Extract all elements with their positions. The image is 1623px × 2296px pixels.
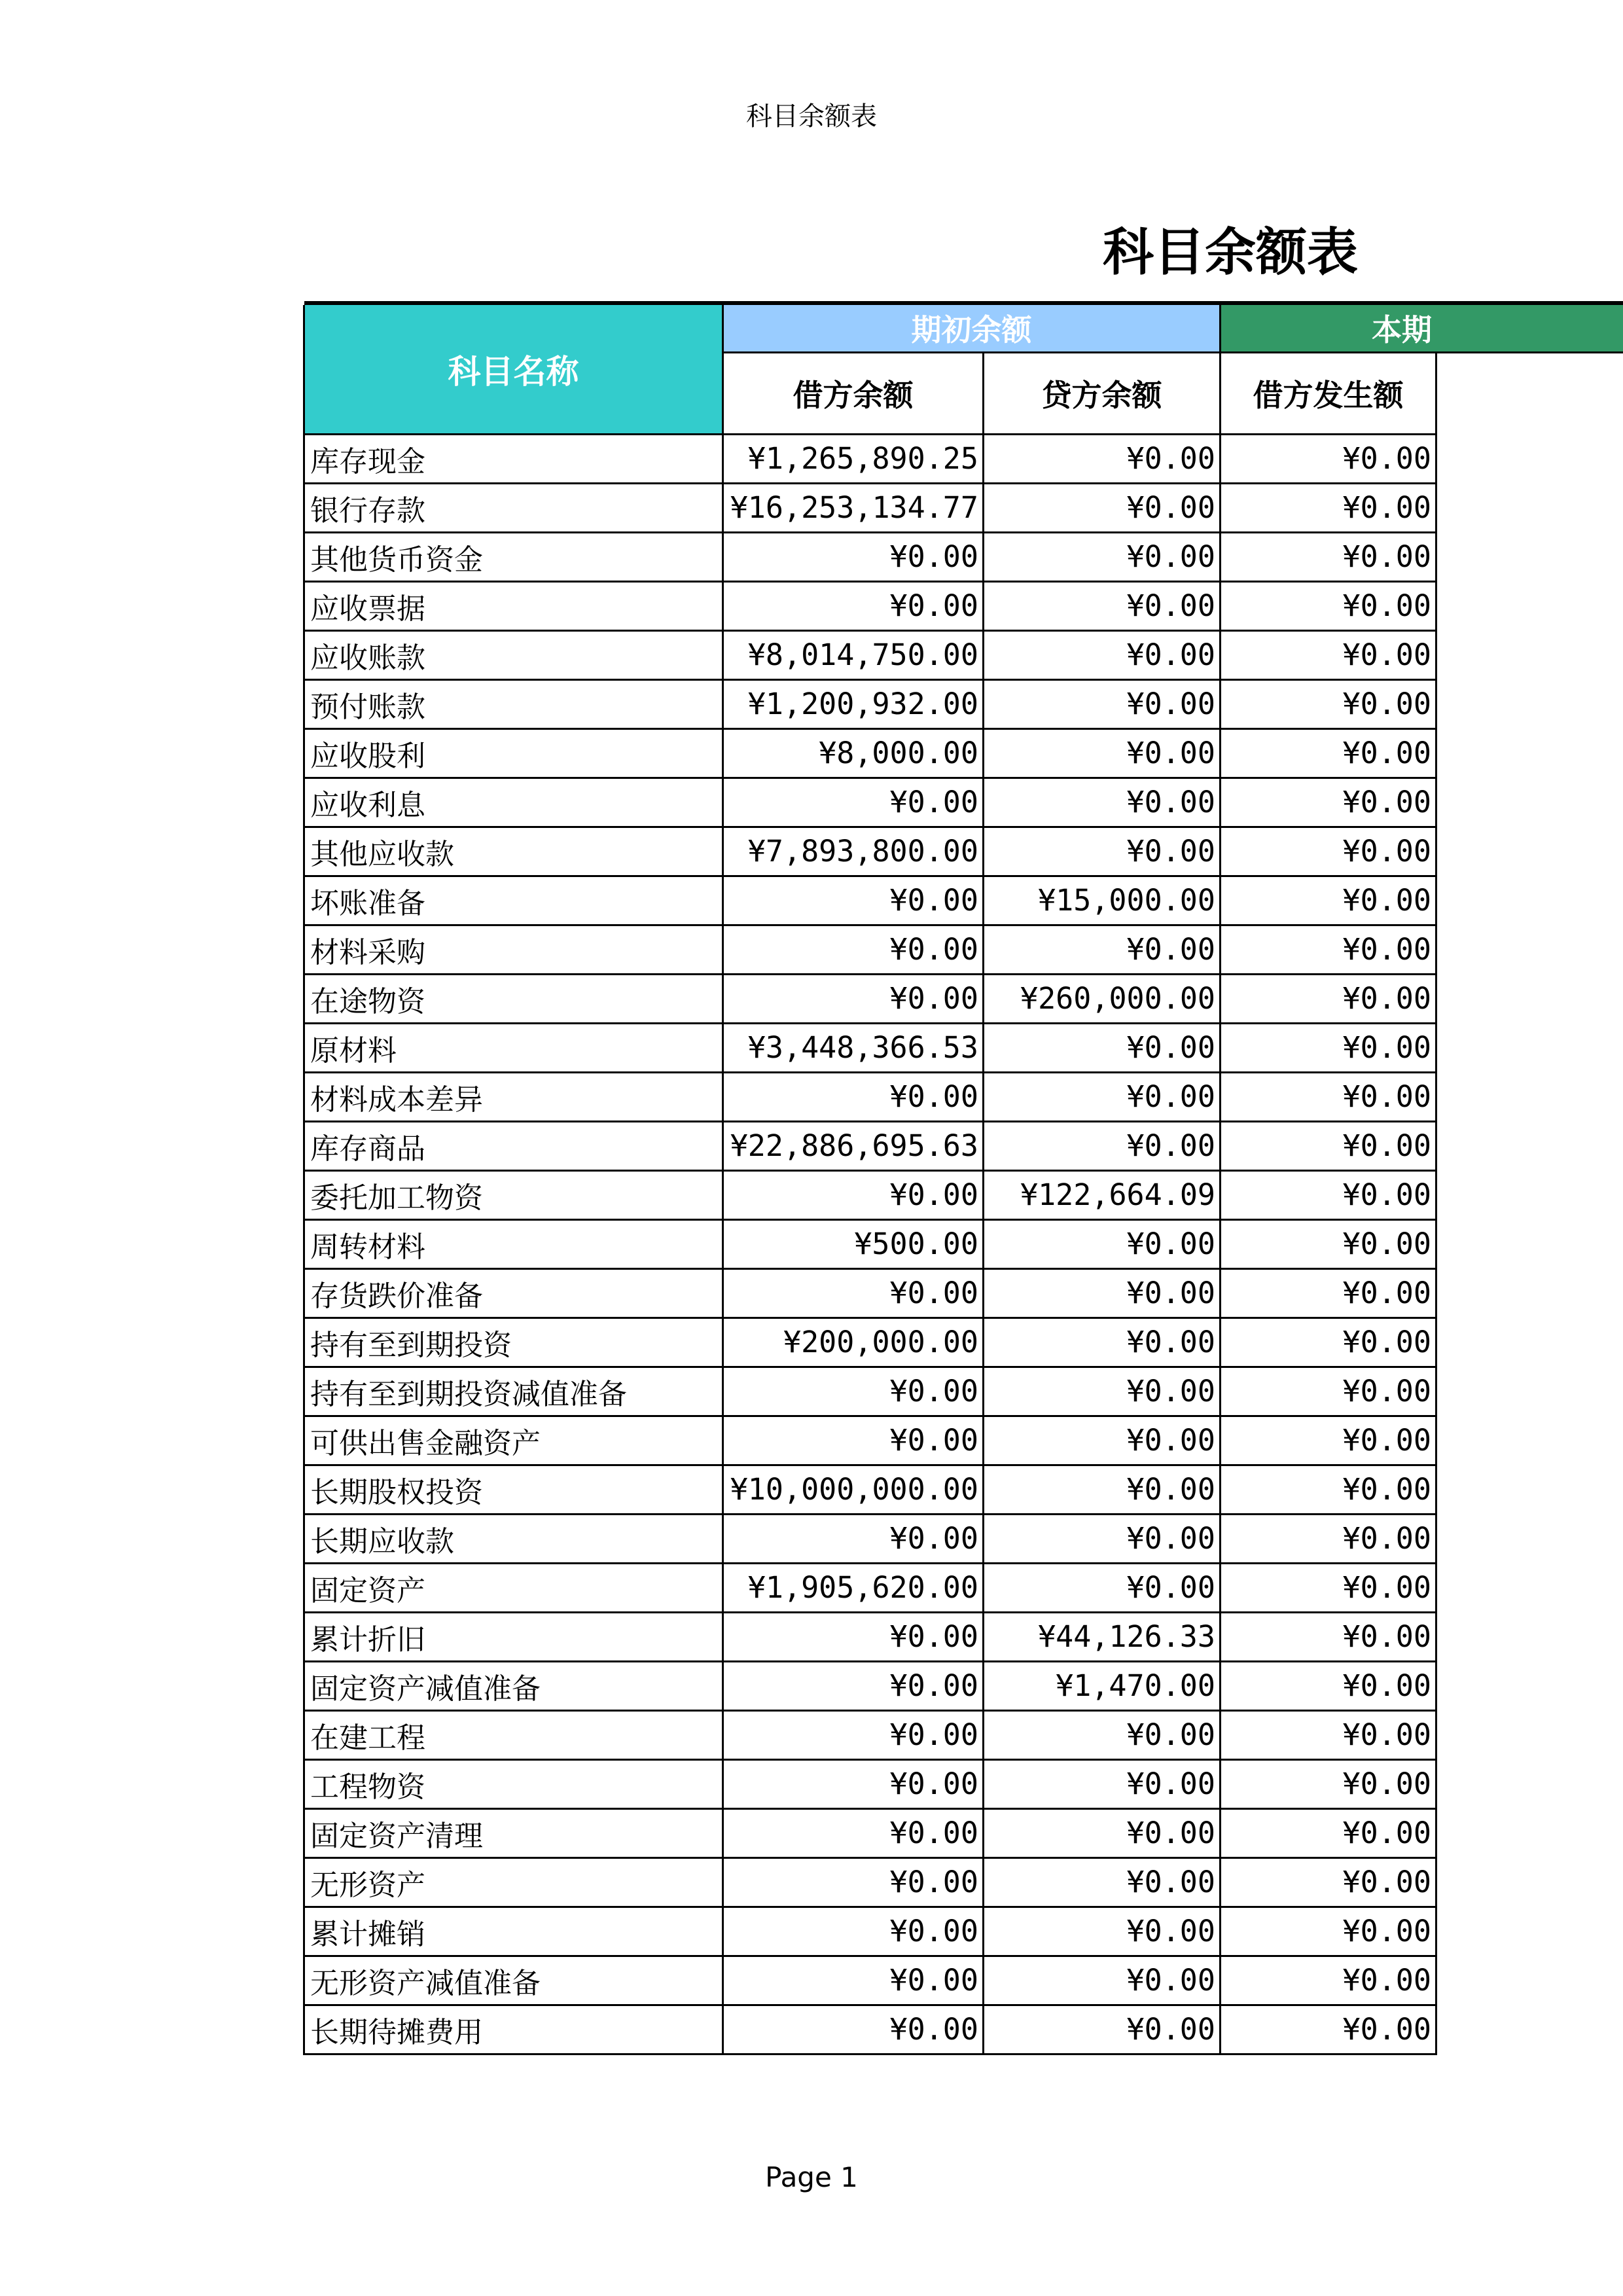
ledger-body — [304, 434, 1623, 2054]
opening-debit-cell[interactable]: ¥0.00 — [723, 1268, 984, 1318]
opening-credit-cell[interactable]: ¥0.00 — [984, 1956, 1221, 2005]
table-row — [304, 1563, 1623, 1612]
opening-debit-cell[interactable]: ¥7,893,800.00 — [723, 827, 984, 876]
opening-debit-cell[interactable]: ¥0.00 — [723, 1710, 984, 1759]
opening-debit-cell[interactable]: ¥0.00 — [723, 974, 984, 1023]
current-debit-cell[interactable]: ¥0.00 — [1221, 532, 1436, 581]
current-debit-cell[interactable]: ¥0.00 — [1221, 630, 1436, 679]
table-row — [304, 728, 1623, 778]
offpage-cell-spacer — [1436, 532, 1623, 581]
opening-debit-cell[interactable]: ¥0.00 — [723, 925, 984, 974]
opening-credit-cell[interactable]: ¥0.00 — [984, 1268, 1221, 1318]
opening-credit-cell[interactable]: ¥0.00 — [984, 1759, 1221, 1808]
current-debit-cell[interactable]: ¥0.00 — [1221, 1219, 1436, 1268]
opening-debit-cell[interactable]: ¥0.00 — [723, 1808, 984, 1857]
column-header-opening-debit[interactable]: 借方余额 — [723, 352, 984, 434]
opening-debit-cell[interactable]: ¥0.00 — [723, 876, 984, 925]
table-row — [304, 974, 1623, 1023]
opening-credit-cell[interactable]: ¥260,000.00 — [984, 974, 1221, 1023]
opening-debit-cell[interactable]: ¥0.00 — [723, 1956, 984, 2005]
current-debit-cell[interactable]: ¥0.00 — [1221, 1907, 1436, 1956]
offpage-cell-spacer — [1436, 925, 1623, 974]
subject-name-cell[interactable]: 无形资产减值准备 — [304, 1956, 723, 2005]
subject-name-cell[interactable]: 工程物资 — [304, 1759, 723, 1808]
subject-name-cell[interactable]: 预付账款 — [304, 679, 723, 728]
opening-debit-cell[interactable]: ¥500.00 — [723, 1219, 984, 1268]
opening-credit-cell[interactable]: ¥0.00 — [984, 827, 1221, 876]
offpage-cell-spacer — [1436, 1367, 1623, 1416]
opening-debit-cell[interactable]: ¥3,448,366.53 — [723, 1023, 984, 1072]
column-header-current-debit[interactable]: 借方发生额 — [1221, 352, 1436, 434]
subject-name-cell[interactable]: 坏账准备 — [304, 876, 723, 925]
subject-name-cell[interactable]: 可供出售金融资产 — [304, 1416, 723, 1465]
opening-debit-cell[interactable]: ¥0.00 — [723, 581, 984, 630]
opening-credit-cell[interactable]: ¥0.00 — [984, 1808, 1221, 1857]
opening-debit-cell[interactable]: ¥10,000,000.00 — [723, 1465, 984, 1514]
opening-debit-cell[interactable]: ¥0.00 — [723, 1857, 984, 1907]
opening-credit-cell[interactable]: ¥0.00 — [984, 925, 1221, 974]
opening-credit-cell[interactable]: ¥0.00 — [984, 1121, 1221, 1170]
current-debit-cell[interactable]: ¥0.00 — [1221, 827, 1436, 876]
current-debit-cell[interactable]: ¥0.00 — [1221, 581, 1436, 630]
table-row — [304, 1318, 1623, 1367]
offpage-cell-spacer — [1436, 1857, 1623, 1907]
offpage-cell-spacer — [1436, 1318, 1623, 1367]
offpage-cell-spacer — [1436, 1956, 1623, 2005]
subject-name-cell[interactable]: 应收票据 — [304, 581, 723, 630]
offpage-cell-spacer — [1436, 1219, 1623, 1268]
opening-credit-cell[interactable]: ¥0.00 — [984, 2005, 1221, 2054]
subject-name-cell[interactable]: 在建工程 — [304, 1710, 723, 1759]
offpage-cell-spacer — [1436, 1808, 1623, 1857]
opening-credit-cell[interactable]: ¥15,000.00 — [984, 876, 1221, 925]
opening-credit-cell[interactable]: ¥0.00 — [984, 1072, 1221, 1121]
opening-debit-cell[interactable]: ¥0.00 — [723, 1661, 984, 1710]
opening-debit-cell[interactable]: ¥0.00 — [723, 1759, 984, 1808]
current-debit-cell[interactable]: ¥0.00 — [1221, 1465, 1436, 1514]
subject-name-cell[interactable]: 应收利息 — [304, 778, 723, 827]
table-row — [304, 1514, 1623, 1563]
current-debit-cell[interactable]: ¥0.00 — [1221, 1170, 1436, 1219]
table-row — [304, 483, 1623, 532]
opening-credit-cell[interactable]: ¥122,664.09 — [984, 1170, 1221, 1219]
current-debit-cell[interactable]: ¥0.00 — [1221, 483, 1436, 532]
offpage-cell-spacer — [1436, 581, 1623, 630]
opening-credit-cell[interactable]: ¥0.00 — [984, 434, 1221, 483]
opening-debit-cell[interactable]: ¥0.00 — [723, 1514, 984, 1563]
table-row — [304, 581, 1623, 630]
opening-debit-cell[interactable]: ¥0.00 — [723, 778, 984, 827]
subject-name-cell[interactable]: 累计折旧 — [304, 1612, 723, 1661]
column-group-opening-balance[interactable]: 期初余额 — [723, 305, 1221, 352]
subject-name-cell[interactable]: 存货跌价准备 — [304, 1268, 723, 1318]
table-row — [304, 1465, 1623, 1514]
subject-name-cell[interactable]: 固定资产减值准备 — [304, 1661, 723, 1710]
current-debit-cell[interactable]: ¥0.00 — [1221, 1072, 1436, 1121]
current-debit-cell[interactable]: ¥0.00 — [1221, 728, 1436, 778]
table-row — [304, 1710, 1623, 1759]
current-debit-cell[interactable]: ¥0.00 — [1221, 1367, 1436, 1416]
opening-debit-cell[interactable]: ¥0.00 — [723, 1907, 984, 1956]
opening-credit-cell[interactable]: ¥0.00 — [984, 1367, 1221, 1416]
column-header-subject[interactable]: 科目名称 — [304, 305, 723, 434]
offpage-cell-spacer — [1436, 974, 1623, 1023]
subject-name-cell[interactable]: 其他应收款 — [304, 827, 723, 876]
subject-name-cell[interactable]: 周转材料 — [304, 1219, 723, 1268]
current-debit-cell[interactable]: ¥0.00 — [1221, 1759, 1436, 1808]
subject-name-cell[interactable]: 材料采购 — [304, 925, 723, 974]
opening-credit-cell[interactable]: ¥0.00 — [984, 1907, 1221, 1956]
column-header-opening-credit[interactable]: 贷方余额 — [984, 352, 1221, 434]
table-row — [304, 630, 1623, 679]
subject-name-cell[interactable]: 长期应收款 — [304, 1514, 723, 1563]
current-debit-cell[interactable]: ¥0.00 — [1221, 434, 1436, 483]
opening-credit-cell[interactable]: ¥0.00 — [984, 1416, 1221, 1465]
opening-debit-cell[interactable]: ¥16,253,134.77 — [723, 483, 984, 532]
table-row — [304, 1907, 1623, 1956]
subject-name-cell[interactable]: 持有至到期投资 — [304, 1318, 723, 1367]
opening-credit-cell[interactable]: ¥0.00 — [984, 1857, 1221, 1907]
opening-debit-cell[interactable]: ¥0.00 — [723, 1416, 984, 1465]
current-debit-cell[interactable]: ¥0.00 — [1221, 679, 1436, 728]
opening-debit-cell[interactable]: ¥0.00 — [723, 532, 984, 581]
opening-credit-cell[interactable]: ¥0.00 — [984, 1465, 1221, 1514]
opening-debit-cell[interactable]: ¥1,265,890.25 — [723, 434, 984, 483]
table-row — [304, 2005, 1623, 2054]
offpage-cell-spacer — [1436, 434, 1623, 483]
offpage-cell-spacer — [1436, 1072, 1623, 1121]
current-debit-cell[interactable]: ¥0.00 — [1221, 1710, 1436, 1759]
table-row — [304, 1023, 1623, 1072]
table-row — [304, 1170, 1623, 1219]
current-debit-cell[interactable]: ¥0.00 — [1221, 974, 1436, 1023]
offpage-cell-spacer — [1436, 1121, 1623, 1170]
opening-debit-cell[interactable]: ¥1,200,932.00 — [723, 679, 984, 728]
current-debit-cell[interactable]: ¥0.00 — [1221, 876, 1436, 925]
offpage-cell-spacer — [1436, 876, 1623, 925]
opening-credit-cell[interactable]: ¥0.00 — [984, 1219, 1221, 1268]
opening-credit-cell[interactable]: ¥0.00 — [984, 1563, 1221, 1612]
current-debit-cell[interactable]: ¥0.00 — [1221, 1121, 1436, 1170]
current-debit-cell[interactable]: ¥0.00 — [1221, 1612, 1436, 1661]
subject-name-cell[interactable]: 在途物资 — [304, 974, 723, 1023]
offpage-cell-spacer — [1436, 1710, 1623, 1759]
table-row — [304, 434, 1623, 483]
ledger-table-viewport — [303, 301, 1623, 2055]
offpage-cell-spacer — [1436, 1268, 1623, 1318]
offpage-cell-spacer — [1436, 827, 1623, 876]
opening-debit-cell[interactable]: ¥22,886,695.63 — [723, 1121, 984, 1170]
table-row — [304, 1219, 1623, 1268]
header-row-groups — [304, 305, 1623, 352]
current-debit-cell[interactable]: ¥0.00 — [1221, 1268, 1436, 1318]
offpage-cell-spacer — [1436, 1563, 1623, 1612]
table-row — [304, 778, 1623, 827]
subject-name-cell[interactable]: 原材料 — [304, 1023, 723, 1072]
subject-name-cell[interactable]: 持有至到期投资减值准备 — [304, 1367, 723, 1416]
opening-debit-cell[interactable]: ¥0.00 — [723, 2005, 984, 2054]
table-row — [304, 1808, 1623, 1857]
offpage-header-spacer — [1436, 352, 1623, 434]
offpage-cell-spacer — [1436, 1759, 1623, 1808]
opening-credit-cell[interactable]: ¥0.00 — [984, 532, 1221, 581]
opening-debit-cell[interactable]: ¥8,000.00 — [723, 728, 984, 778]
opening-credit-cell[interactable]: ¥0.00 — [984, 1318, 1221, 1367]
table-row — [304, 1416, 1623, 1465]
current-debit-cell[interactable]: ¥0.00 — [1221, 1318, 1436, 1367]
offpage-cell-spacer — [1436, 679, 1623, 728]
current-debit-cell[interactable]: ¥0.00 — [1221, 1514, 1436, 1563]
subject-name-cell[interactable]: 委托加工物资 — [304, 1170, 723, 1219]
ledger-table — [303, 301, 1623, 2055]
offpage-cell-spacer — [1436, 728, 1623, 778]
table-row — [304, 1661, 1623, 1710]
offpage-cell-spacer — [1436, 630, 1623, 679]
table-row — [304, 532, 1623, 581]
page-header: 科目余额表 — [746, 101, 877, 132]
offpage-cell-spacer — [1436, 1023, 1623, 1072]
subject-name-cell[interactable]: 银行存款 — [304, 483, 723, 532]
table-row — [304, 1612, 1623, 1661]
opening-credit-cell[interactable]: ¥0.00 — [984, 778, 1221, 827]
subject-name-cell[interactable]: 库存商品 — [304, 1121, 723, 1170]
subject-name-cell[interactable]: 应收账款 — [304, 630, 723, 679]
subject-name-cell[interactable]: 其他货币资金 — [304, 532, 723, 581]
current-debit-cell[interactable]: ¥0.00 — [1221, 1563, 1436, 1612]
current-debit-cell[interactable]: ¥0.00 — [1221, 1023, 1436, 1072]
offpage-cell-spacer — [1436, 778, 1623, 827]
subject-name-cell[interactable]: 累计摊销 — [304, 1907, 723, 1956]
opening-credit-cell[interactable]: ¥0.00 — [984, 1023, 1221, 1072]
subject-name-cell[interactable]: 固定资产清理 — [304, 1808, 723, 1857]
opening-debit-cell[interactable]: ¥8,014,750.00 — [723, 630, 984, 679]
offpage-cell-spacer — [1436, 1612, 1623, 1661]
opening-debit-cell[interactable]: ¥0.00 — [723, 1072, 984, 1121]
opening-debit-cell[interactable]: ¥200,000.00 — [723, 1318, 984, 1367]
current-debit-cell[interactable]: ¥0.00 — [1221, 2005, 1436, 2054]
table-row — [304, 1268, 1623, 1318]
opening-credit-cell[interactable]: ¥0.00 — [984, 1710, 1221, 1759]
opening-debit-cell[interactable]: ¥0.00 — [723, 1612, 984, 1661]
opening-credit-cell[interactable]: ¥0.00 — [984, 581, 1221, 630]
opening-credit-cell[interactable]: ¥0.00 — [984, 679, 1221, 728]
page-footer: Page 1 — [765, 2161, 858, 2193]
offpage-cell-spacer — [1436, 1465, 1623, 1514]
table-row — [304, 1857, 1623, 1907]
table-row — [304, 679, 1623, 728]
current-debit-cell[interactable]: ¥0.00 — [1221, 1661, 1436, 1710]
table-row — [304, 876, 1623, 925]
offpage-cell-spacer — [1436, 1170, 1623, 1219]
table-row — [304, 1072, 1623, 1121]
opening-debit-cell[interactable]: ¥1,905,620.00 — [723, 1563, 984, 1612]
table-row — [304, 925, 1623, 974]
opening-credit-cell[interactable]: ¥44,126.33 — [984, 1612, 1221, 1661]
subject-name-cell[interactable]: 无形资产 — [304, 1857, 723, 1907]
table-row — [304, 827, 1623, 876]
subject-name-cell[interactable]: 材料成本差异 — [304, 1072, 723, 1121]
offpage-cell-spacer — [1436, 1514, 1623, 1563]
opening-credit-cell[interactable]: ¥0.00 — [984, 728, 1221, 778]
opening-credit-cell[interactable]: ¥0.00 — [984, 483, 1221, 532]
sheet-title: 科目余额表 — [1102, 223, 1358, 282]
current-debit-cell[interactable]: ¥0.00 — [1221, 925, 1436, 974]
subject-name-cell[interactable]: 应收股利 — [304, 728, 723, 778]
opening-credit-cell[interactable]: ¥1,470.00 — [984, 1661, 1221, 1710]
table-row — [304, 1121, 1623, 1170]
table-row — [304, 1759, 1623, 1808]
offpage-cell-spacer — [1436, 1907, 1623, 1956]
subject-name-cell[interactable]: 长期股权投资 — [304, 1465, 723, 1514]
opening-debit-cell[interactable]: ¥0.00 — [723, 1170, 984, 1219]
subject-name-cell[interactable]: 固定资产 — [304, 1563, 723, 1612]
offpage-cell-spacer — [1436, 2005, 1623, 2054]
current-debit-cell[interactable]: ¥0.00 — [1221, 1956, 1436, 2005]
offpage-cell-spacer — [1436, 1416, 1623, 1465]
subject-name-cell[interactable]: 长期待摊费用 — [304, 2005, 723, 2054]
opening-credit-cell[interactable]: ¥0.00 — [984, 630, 1221, 679]
subject-name-cell[interactable]: 库存现金 — [304, 434, 723, 483]
current-debit-cell[interactable]: ¥0.00 — [1221, 1808, 1436, 1857]
opening-credit-cell[interactable]: ¥0.00 — [984, 1514, 1221, 1563]
current-debit-cell[interactable]: ¥0.00 — [1221, 1857, 1436, 1907]
offpage-cell-spacer — [1436, 1661, 1623, 1710]
table-row — [304, 1367, 1623, 1416]
offpage-cell-spacer — [1436, 483, 1623, 532]
current-debit-cell[interactable]: ¥0.00 — [1221, 1416, 1436, 1465]
current-debit-cell[interactable]: ¥0.00 — [1221, 778, 1436, 827]
opening-debit-cell[interactable]: ¥0.00 — [723, 1367, 984, 1416]
column-group-current-period[interactable]: 本期 — [1221, 305, 1623, 352]
table-row — [304, 1956, 1623, 2005]
